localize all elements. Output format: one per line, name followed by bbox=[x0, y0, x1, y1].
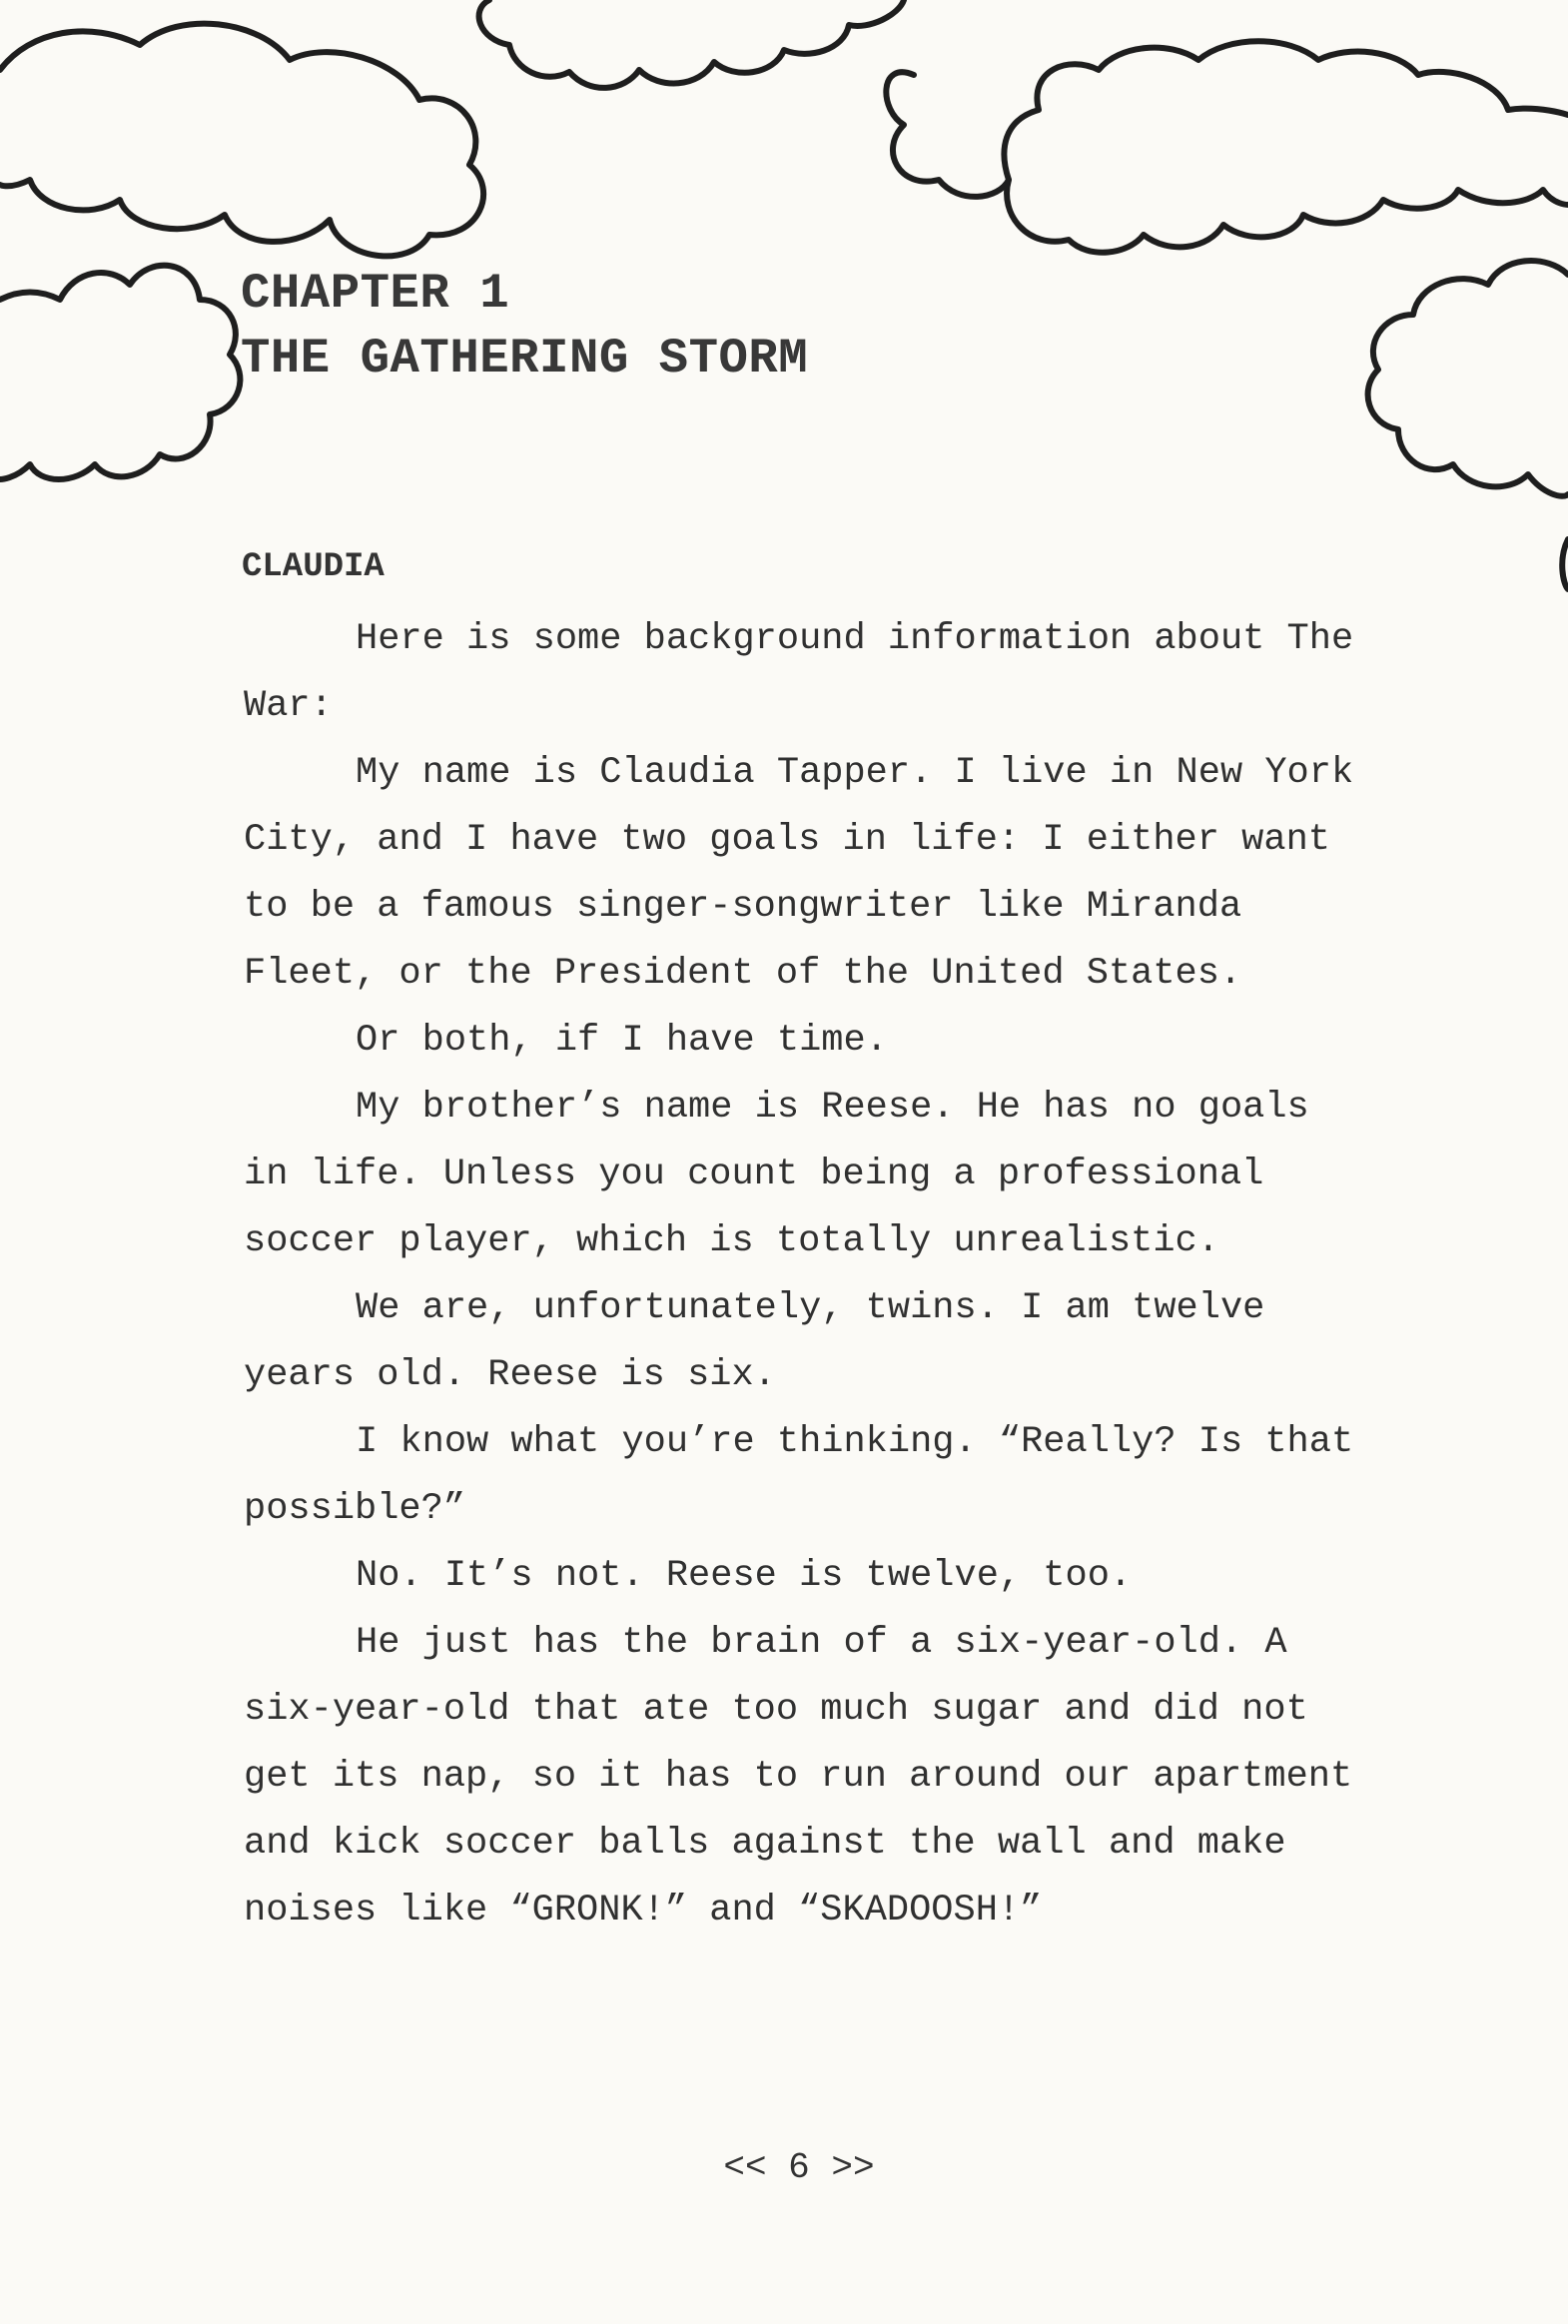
cloud-top-left bbox=[0, 24, 483, 257]
cloud-top-right bbox=[886, 41, 1568, 197]
cloud-right-tail bbox=[1562, 539, 1568, 589]
chapter-body bbox=[244, 606, 1372, 1944]
cloud-left bbox=[0, 266, 240, 479]
paragraph: My name is Claudia Tapper. I live in New York City, and I have two goals in life: I either want to be a famous singer-songwriter like Miranda Fleet, or the President of the United States. bbox=[244, 752, 1354, 995]
paragraph: No. It’s not. Reese is twelve, too. bbox=[356, 1555, 1133, 1597]
paragraph: Here is some background information about The War: bbox=[244, 618, 1354, 727]
chapter-number: CHAPTER 1 bbox=[241, 266, 510, 322]
paragraph: We are, unfortunately, twins. I am twelve years old. Reese is six. bbox=[244, 1287, 1265, 1396]
paragraph: Or both, if I have time. bbox=[356, 1020, 888, 1062]
paragraph: My brother’s name is Reese. He has no goals in life. Unless you count being a professional soccer player, which is totally unrealistic. bbox=[244, 1087, 1309, 1262]
paragraph: I know what you’re thinking. “Really? Is that possible?” bbox=[244, 1421, 1354, 1530]
chapter-heading bbox=[241, 262, 808, 391]
cloud-top-right-bottom bbox=[1007, 180, 1568, 253]
page-number: << 6 >> bbox=[723, 2147, 875, 2188]
cloud-top-middle bbox=[479, 0, 904, 88]
chapter-title: THE GATHERING STORM bbox=[241, 331, 809, 387]
paragraph: He just has the brain of a six-year-old. A six-year-old that ate too much sugar and did not get its nap, so it has to run around our apartment and kick soccer balls against the wall and make noises like “GRONK!” and “SKADOOSH!” bbox=[244, 1622, 1353, 1932]
cloud-right bbox=[1368, 261, 1568, 496]
narrator-name: CLAUDIA bbox=[242, 548, 385, 586]
